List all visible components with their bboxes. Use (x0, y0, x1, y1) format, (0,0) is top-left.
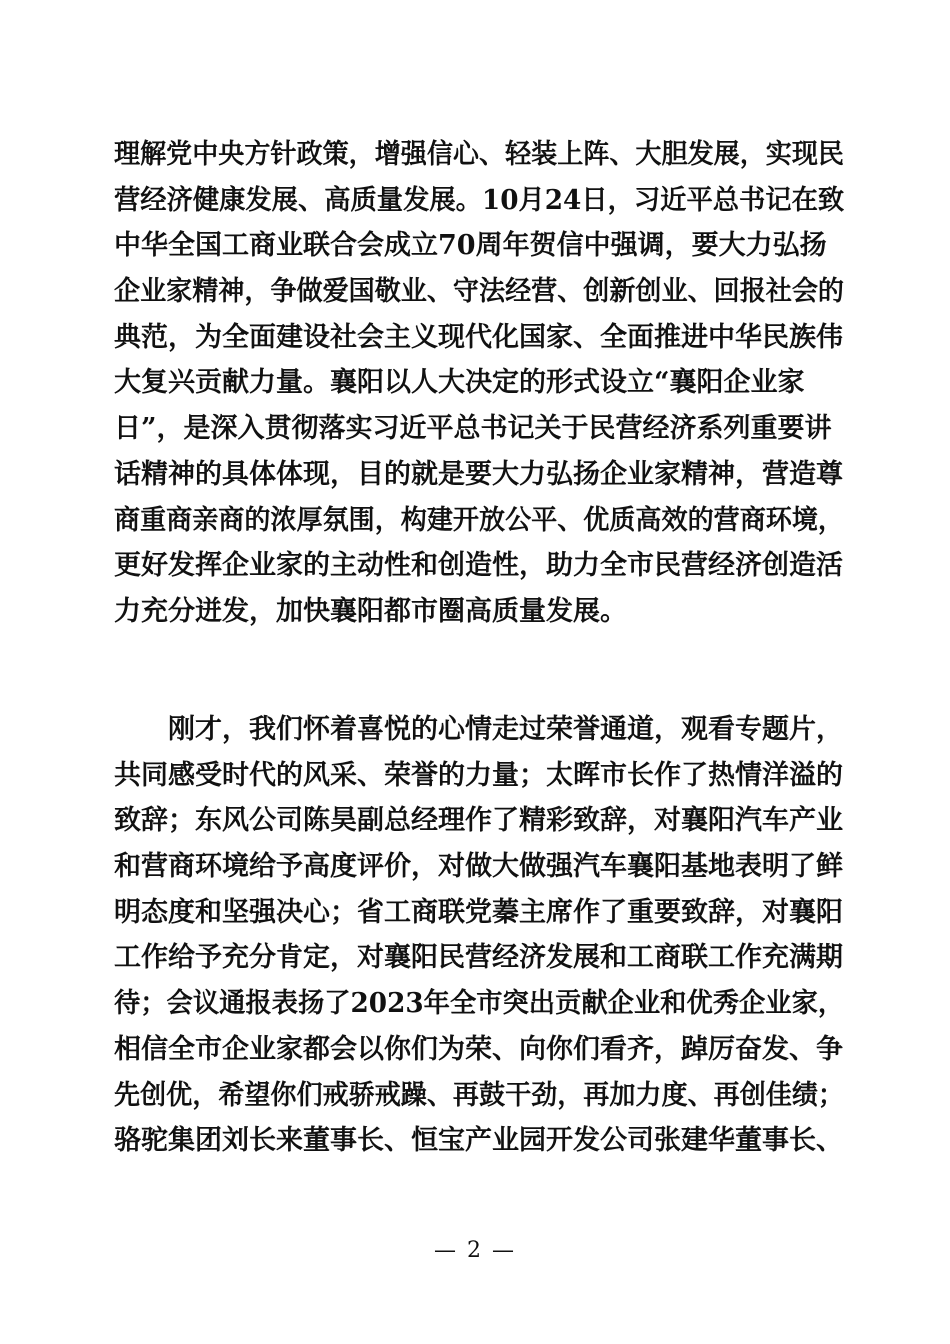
paragraph-1 (114, 132, 844, 635)
text-line: 大复兴贡献力量。襄阳以人大决定的形式设立“襄阳企业家 (114, 367, 805, 399)
text-line: 话精神的具体体现，目的就是要大力弘扬企业家精神，营造尊 (114, 458, 843, 490)
text-line: 营经济健康发展、高质量发展。10月24日，习近平总书记在致 (114, 184, 845, 216)
text-line: 和营商环境给予高度评价，对做大做强汽车襄阳基地表明了鲜 (114, 851, 843, 883)
text-line: 骆驼集团刘长来董事长、恒宝产业园开发公司张建华董事长、 (114, 1125, 843, 1157)
paragraph-2 (114, 707, 844, 1164)
text-line: 致辞；东风公司陈昊副总经理作了精彩致辞，对襄阳汽车产业 (114, 805, 843, 837)
text-line: 日”，是深入贯彻落实习近平总书记关于民营经济系列重要讲 (114, 413, 832, 445)
text-line: 商重商亲商的浓厚氛围，构建开放公平、优质高效的营商环境， (114, 504, 844, 536)
text-line: 明态度和坚强决心；省工商联党蓁主席作了重要致辞，对襄阳 (114, 896, 843, 928)
text-line: 中华全国工商业联合会成立70周年贺信中强调，要大力弘扬 (114, 230, 827, 262)
text-line: 共同感受时代的风采、荣誉的力量；太晖市长作了热情洋溢的 (114, 759, 843, 791)
page-number: — 2 — (434, 1238, 516, 1263)
text-line: 典范，为全面建设社会主义现代化国家、全面推进中华民族伟 (114, 321, 843, 353)
text-line: 工作给予充分肯定，对襄阳民营经济发展和工商联工作充满期 (114, 942, 843, 974)
text-line: 相信全市企业家都会以你们为荣、向你们看齐，踔厉奋发、争 (114, 1033, 843, 1065)
text-line: 先创优，希望你们戒骄戒躁、再鼓干劲，再加力度、再创佳绩； (114, 1079, 844, 1111)
text-line: 企业家精神，争做爱国敬业、守法经营、创新创业、回报社会的 (114, 276, 844, 308)
text-line: 待；会议通报表扬了2023年全市突出贡献企业和优秀企业家， (114, 988, 845, 1020)
text-line: 刚才，我们怀着喜悦的心情走过荣誉通道，观看专题片， (114, 714, 843, 745)
text-line: 理解党中央方针政策，增强信心、轻装上阵、大胆发展，实现民 (114, 139, 844, 170)
text-line: 更好发挥企业家的主动性和创造性，助力全市民营经济创造活 (114, 550, 843, 582)
text-line: 力充分迸发，加快襄阳都市圈高质量发展。 (114, 595, 627, 627)
